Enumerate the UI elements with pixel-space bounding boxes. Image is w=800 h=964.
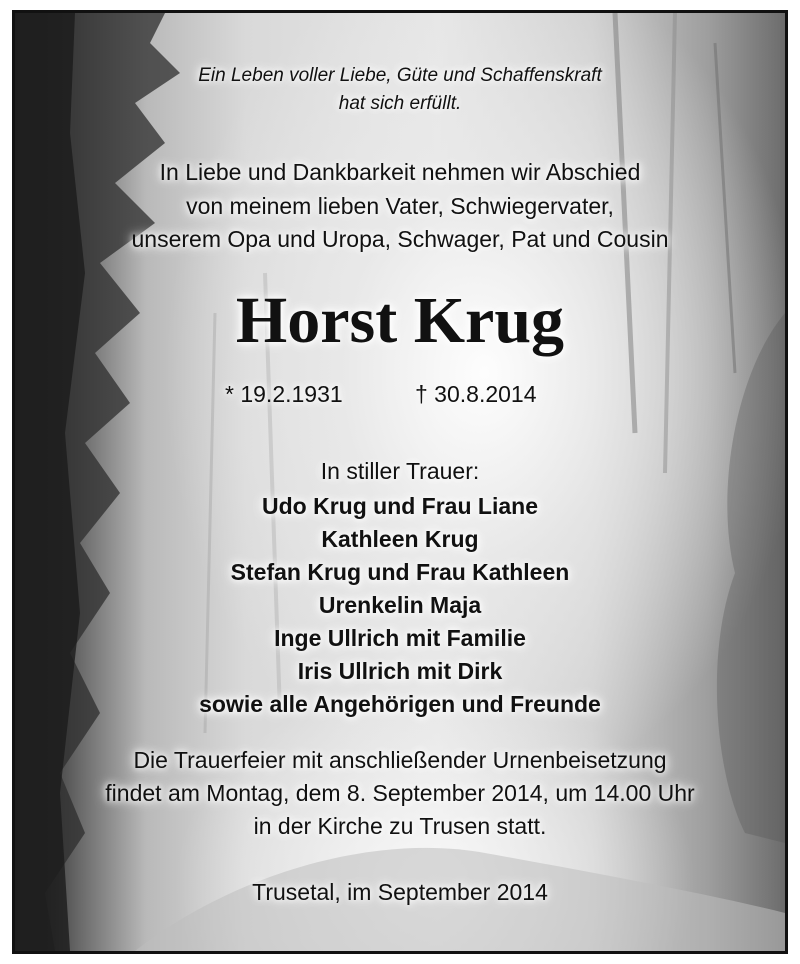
mourner-3: Stefan Krug und Frau Kathleen bbox=[230, 559, 570, 585]
mourner-7: sowie alle Angehörigen und Freunde bbox=[199, 691, 601, 717]
notice-text bbox=[15, 13, 785, 951]
funeral-line-2: findet am Montag, dem 8. September 2014, um 14.00 Uhr bbox=[105, 780, 695, 806]
closing-line: Trusetal, im September 2014 bbox=[252, 879, 548, 905]
funeral-line-1: Die Trauerfeier mit anschließender Urnenbeisetzung bbox=[133, 747, 667, 773]
motto-line-2: hat sich erfüllt. bbox=[338, 93, 462, 114]
intro-line-2: von meinem lieben Vater, Schwiegervater, bbox=[186, 193, 614, 219]
notice-frame bbox=[12, 10, 788, 954]
funeral-line-3: in der Kirche zu Trusen statt. bbox=[253, 813, 547, 839]
life-dates bbox=[15, 381, 785, 411]
birth-date: * 19.2.1931 bbox=[225, 381, 343, 407]
deceased-name: Horst Krug bbox=[235, 284, 565, 357]
intro-line-1: In Liebe und Dankbarkeit nehmen wir Abschied bbox=[159, 159, 641, 185]
mourner-6: Iris Ullrich mit Dirk bbox=[297, 658, 503, 684]
mourner-5: Inge Ullrich mit Familie bbox=[274, 625, 526, 651]
motto-line-1: Ein Leben voller Liebe, Güte und Schaffenskraft bbox=[198, 65, 602, 86]
intro-line-3: unserem Opa und Uropa, Schwager, Pat und Cousin bbox=[131, 226, 669, 252]
mourner-4: Urenkelin Maja bbox=[318, 592, 482, 618]
mourning-label: In stiller Trauer: bbox=[320, 458, 480, 484]
death-date: † 30.8.2014 bbox=[415, 381, 537, 407]
mourner-2: Kathleen Krug bbox=[321, 526, 479, 552]
mourner-1: Udo Krug und Frau Liane bbox=[262, 493, 538, 519]
